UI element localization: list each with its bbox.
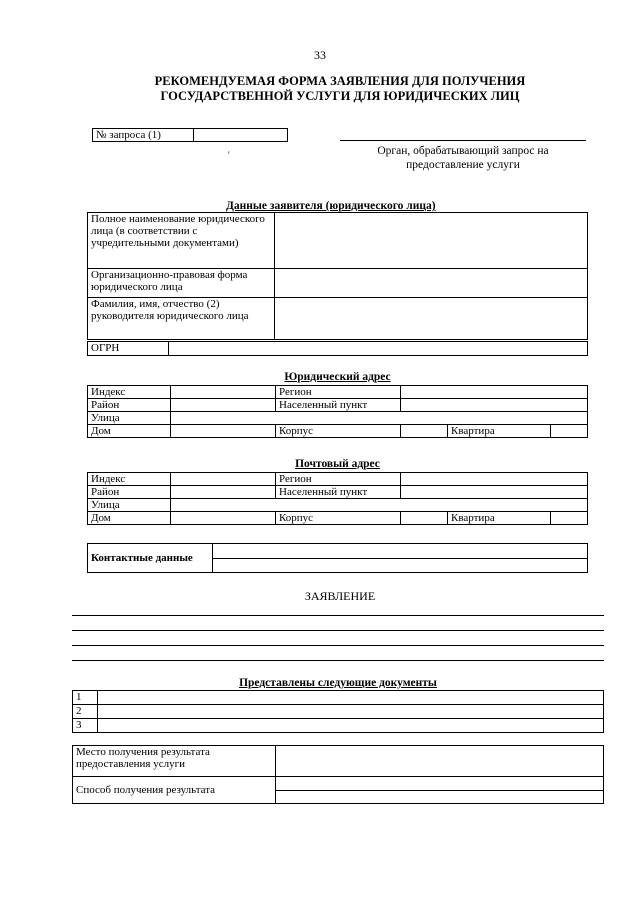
postal-house-label: Дом — [88, 512, 171, 525]
request-number-table — [92, 128, 288, 142]
legal-building-label: Корпус — [276, 425, 401, 438]
page-number: 33 — [314, 48, 326, 62]
ogrn-label: ОГРН — [88, 342, 169, 356]
statement-line-3[interactable] — [72, 645, 604, 646]
postal-locality-field[interactable] — [401, 486, 588, 499]
legal-district-label: Район — [88, 399, 171, 412]
full-name-label: Полное наименование юридического лица (в соответствии с учредительными документами) — [88, 213, 275, 269]
postal-building-label: Корпус — [276, 512, 401, 525]
document-row-field[interactable] — [98, 705, 604, 719]
statement-line-1[interactable] — [72, 615, 604, 616]
legal-index-label: Индекс — [88, 386, 171, 399]
result-method-label: Способ получения результата — [73, 777, 276, 804]
legal-building-field[interactable] — [401, 425, 448, 438]
postal-region-field[interactable] — [401, 473, 588, 486]
applicant-table — [87, 212, 588, 340]
ogrn-field[interactable] — [169, 342, 588, 356]
postal-house-field[interactable] — [171, 512, 276, 525]
postal-apartment-field[interactable] — [551, 512, 588, 525]
contacts-table — [87, 543, 588, 573]
postal-district-field[interactable] — [171, 486, 276, 499]
documents-table — [72, 690, 604, 733]
legal-region-label: Регион — [276, 386, 401, 399]
postal-building-field[interactable] — [401, 512, 448, 525]
legal-apartment-field[interactable] — [551, 425, 588, 438]
legal-street-field[interactable] — [171, 412, 588, 425]
result-place-label: Место получения результата предоставления услуги — [73, 746, 276, 777]
legal-locality-field[interactable] — [401, 399, 588, 412]
director-field[interactable] — [275, 298, 588, 340]
postal-locality-label: Населенный пункт — [276, 486, 401, 499]
applicant-heading: Данные заявителя (юридического лица) — [226, 200, 436, 212]
legal-form-field[interactable] — [275, 269, 588, 298]
postal-street-label: Улица — [88, 499, 171, 512]
organ-caption-line-1: Орган, обрабатывающий запрос на — [377, 145, 549, 157]
statement-heading: ЗАЯВЛЕНИЕ — [304, 589, 376, 603]
tick-mark: ' — [228, 150, 230, 160]
statement-line-2[interactable] — [72, 630, 604, 631]
legal-house-label: Дом — [88, 425, 171, 438]
page-title — [0, 74, 640, 104]
result-place-field[interactable] — [276, 746, 604, 777]
contacts-divider — [213, 558, 587, 559]
title-line-2: ГОСУДАРСТВЕННОЙ УСЛУГИ ДЛЯ ЮРИДИЧЕСКИХ ЛИЦ — [160, 89, 520, 103]
postal-address-table — [87, 472, 588, 525]
organ-signature-line[interactable] — [340, 140, 586, 141]
legal-region-field[interactable] — [401, 386, 588, 399]
ogrn-table — [87, 341, 588, 356]
document-row-field[interactable] — [98, 719, 604, 733]
legal-apartment-label: Квартира — [448, 425, 551, 438]
contacts-label: Контактные данные — [88, 544, 213, 573]
request-number-field[interactable] — [194, 129, 288, 142]
result-table — [72, 745, 604, 804]
documents-heading: Представлены следующие документы — [239, 677, 437, 689]
statement-line-4[interactable] — [72, 660, 604, 661]
legal-address-heading: Юридический адрес — [284, 371, 391, 383]
legal-address-table — [87, 385, 588, 438]
legal-house-field[interactable] — [171, 425, 276, 438]
legal-street-label: Улица — [88, 412, 171, 425]
organ-caption — [340, 144, 586, 172]
organ-caption-line-2: предоставление услуги — [406, 159, 520, 171]
request-number-label: № запроса (1) — [93, 129, 194, 142]
result-method-field[interactable] — [276, 777, 604, 804]
postal-district-label: Район — [88, 486, 171, 499]
legal-district-field[interactable] — [171, 399, 276, 412]
document-row-number: 2 — [73, 705, 98, 719]
postal-street-field[interactable] — [171, 499, 588, 512]
postal-apartment-label: Квартира — [448, 512, 551, 525]
full-name-field[interactable] — [275, 213, 588, 269]
title-line-1: РЕКОМЕНДУЕМАЯ ФОРМА ЗАЯВЛЕНИЯ ДЛЯ ПОЛУЧЕНИЯ — [154, 74, 526, 88]
legal-locality-label: Населенный пункт — [276, 399, 401, 412]
result-method-divider — [276, 790, 603, 791]
postal-index-field[interactable] — [171, 473, 276, 486]
director-label: Фамилия, имя, отчество (2) руководителя юридического лица — [88, 298, 275, 340]
postal-region-label: Регион — [276, 473, 401, 486]
postal-address-heading: Почтовый адрес — [295, 458, 380, 470]
postal-index-label: Индекс — [88, 473, 171, 486]
contacts-field[interactable] — [213, 544, 588, 573]
document-row-number: 1 — [73, 691, 98, 705]
legal-index-field[interactable] — [171, 386, 276, 399]
document-row-field[interactable] — [98, 691, 604, 705]
document-row-number: 3 — [73, 719, 98, 733]
legal-form-label: Организационно-правовая форма юридического лица — [88, 269, 275, 298]
